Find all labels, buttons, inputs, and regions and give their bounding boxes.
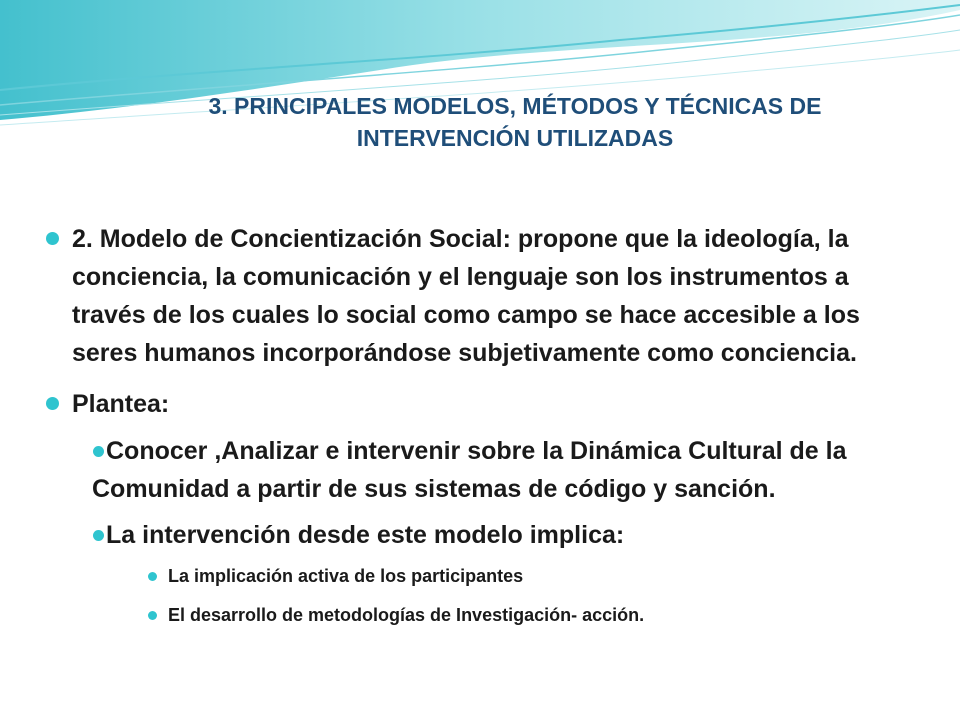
bullet-item: [106, 516, 624, 554]
bullet-dot: [46, 397, 59, 410]
bullet-item: [168, 602, 644, 628]
bullet-text-line: seres humanos incorporándose subjetivamente como conciencia.: [72, 339, 857, 367]
bullet-item: [72, 385, 169, 423]
bullet-text-line: Comunidad a partir de sus sistemas de código y sanción.: [92, 475, 776, 503]
slide-title-line: INTERVENCIÓN UTILIZADAS: [356, 125, 674, 151]
slide-title-line: 3. PRINCIPALES MODELOS, MÉTODOS Y TÉCNICAS DE: [208, 93, 822, 119]
bullet-text-line: Conocer ,Analizar e intervenir sobre la Dinámica Cultural de la: [106, 437, 847, 465]
bullet-text: La implicación activa de los participantes: [168, 566, 524, 586]
bullet-dot: [148, 572, 157, 581]
bullet-text: La intervención desde este modelo implica:: [106, 521, 625, 549]
bullet-text: Plantea:: [72, 390, 170, 418]
bullet-text: El desarrollo de metodologías de Investigación- acción.: [168, 605, 645, 625]
bullet-text-line: 2. Modelo de Concientización Social: propone que la ideología, la: [72, 225, 849, 253]
bullet-item: [72, 220, 860, 372]
bullet-text-line: conciencia, la comunicación y el lenguaje son los instrumentos a: [72, 263, 849, 291]
bullet-dot: [46, 232, 59, 245]
bullet-item: [92, 432, 847, 508]
bullet-dot: [93, 530, 104, 541]
bullet-text-line: través de los cuales lo social como campo se hace accesible a los: [72, 301, 860, 329]
bullet-dot: [148, 611, 157, 620]
bullet-item: [168, 563, 523, 589]
